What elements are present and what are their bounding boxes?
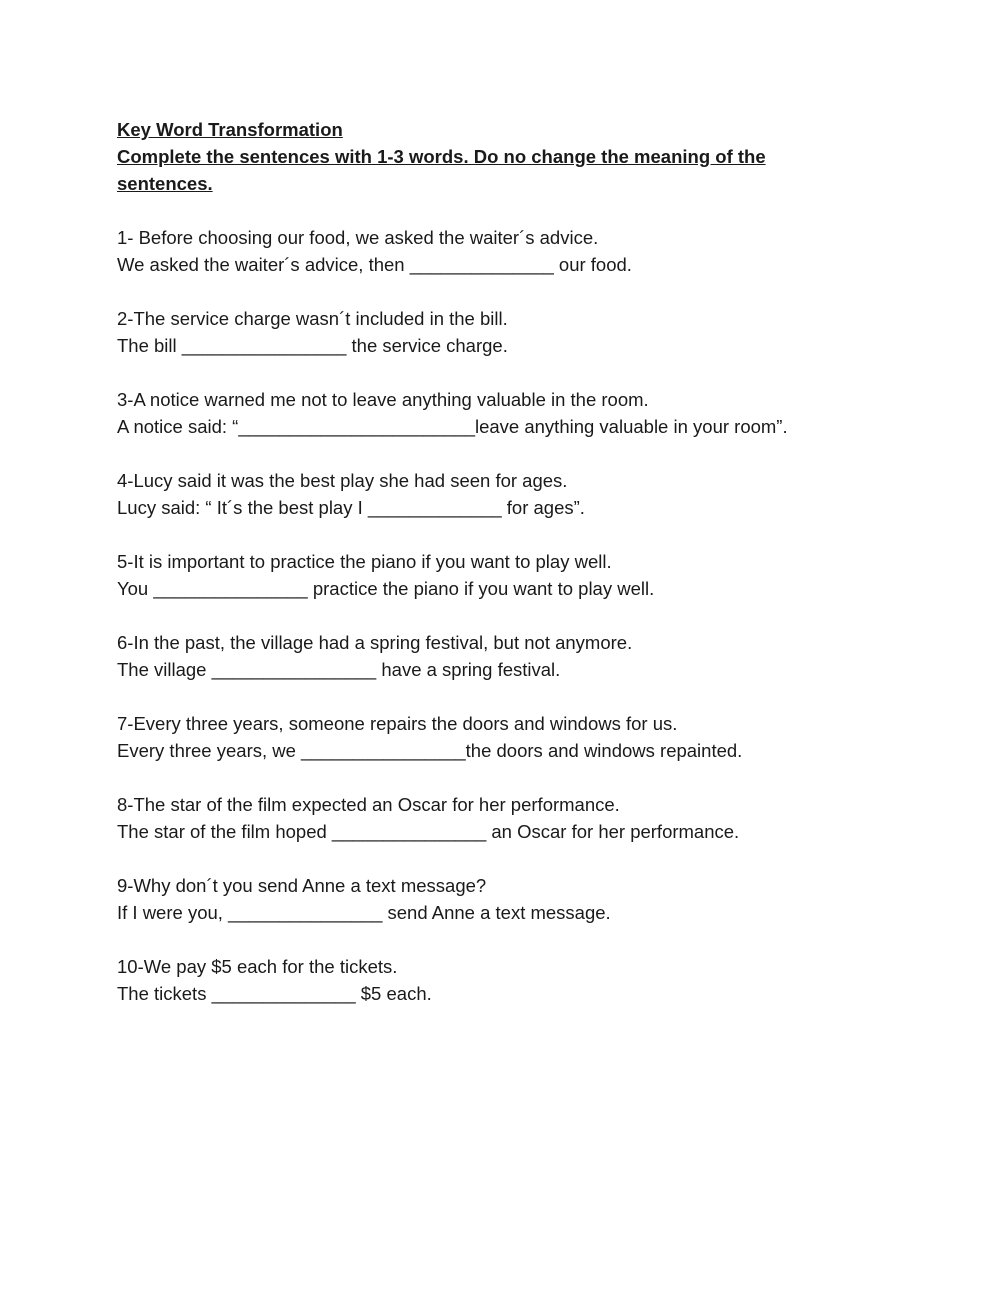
transformation-sentence: The tickets ______________ $5 each.	[117, 983, 432, 1004]
transformation-sentence: Every three years, we ________________the doors and windows repainted.	[117, 740, 743, 761]
original-sentence: 8-The star of the film expected an Oscar for her performance.	[117, 794, 620, 815]
original-sentence: 1- Before choosing our food, we asked the waiter´s advice.	[117, 227, 599, 248]
transformation-sentence: Lucy said: “ It´s the best play I _____________ for ages”.	[117, 497, 585, 518]
original-sentence: 10-We pay $5 each for the tickets.	[117, 956, 398, 977]
exercise-item-7	[117, 710, 877, 764]
original-sentence: 3-A notice warned me not to leave anything valuable in the room.	[117, 389, 649, 410]
exercise-item-4	[117, 467, 877, 521]
transformation-sentence: The bill ________________ the service charge.	[117, 335, 508, 356]
original-sentence: 4-Lucy said it was the best play she had seen for ages.	[117, 470, 568, 491]
original-sentence: 9-Why don´t you send Anne a text message?	[117, 875, 487, 896]
original-sentence: 7-Every three years, someone repairs the doors and windows for us.	[117, 713, 678, 734]
transformation-sentence: If I were you, _______________ send Anne a text message.	[117, 902, 611, 923]
original-sentence: 6-In the past, the village had a spring festival, but not anymore.	[117, 632, 633, 653]
transformation-sentence: A notice said: “_______________________leave anything valuable in your room”.	[117, 416, 788, 437]
transformation-sentence: We asked the waiter´s advice, then ______________ our food.	[117, 254, 632, 275]
original-sentence: 2-The service charge wasn´t included in the bill.	[117, 308, 508, 329]
worksheet	[117, 116, 877, 1007]
exercise-item-1	[117, 224, 877, 278]
transformation-sentence: The star of the film hoped _______________ an Oscar for her performance.	[117, 821, 740, 842]
exercise-item-3	[117, 386, 877, 440]
transformation-sentence: The village ________________ have a spring festival.	[117, 659, 561, 680]
worksheet-instructions: Complete the sentences with 1-3 words. Do no change the meaning of the sentences.	[117, 146, 766, 194]
exercise-item-8	[117, 791, 877, 845]
exercise-item-5	[117, 548, 877, 602]
exercise-item-9	[117, 872, 877, 926]
worksheet-title: Key Word Transformation	[117, 119, 343, 140]
exercise-item-6	[117, 629, 877, 683]
exercise-item-10	[117, 953, 877, 1007]
transformation-sentence: You _______________ practice the piano if you want to play well.	[117, 578, 655, 599]
exercise-item-2	[117, 305, 877, 359]
original-sentence: 5-It is important to practice the piano if you want to play well.	[117, 551, 612, 572]
